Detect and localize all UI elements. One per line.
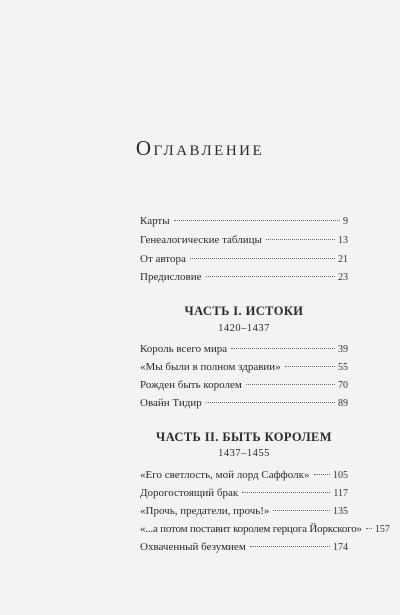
entry-page-number: 157	[374, 524, 390, 535]
dot-leader	[231, 348, 335, 349]
entry-page-number: 21	[338, 254, 348, 265]
toc-entry[interactable]	[140, 379, 348, 395]
toc-entry-author-note[interactable]	[140, 253, 348, 269]
dot-leader	[250, 546, 330, 547]
entry-page-number: 13	[338, 235, 348, 246]
entry-page-number: 174	[333, 542, 348, 553]
dot-leader	[366, 528, 372, 529]
toc-entry[interactable]	[140, 361, 348, 377]
dot-leader	[242, 492, 330, 493]
dot-leader	[174, 220, 340, 221]
entry-page-number: 39	[338, 344, 348, 355]
entry-label: Король всего мира	[140, 343, 228, 355]
entry-label: Охваченный безумием	[140, 541, 246, 553]
toc-entry[interactable]	[140, 541, 348, 557]
entry-page-number: 135	[333, 506, 348, 517]
toc-entry-genealogy[interactable]	[140, 234, 348, 250]
dot-leader	[206, 276, 336, 277]
part-2-years: 1437–1455	[218, 448, 270, 459]
entry-label: Генеалогические таблицы	[140, 234, 262, 246]
entry-label: Овайн Тидир	[140, 397, 202, 409]
toc-entry[interactable]	[140, 505, 348, 521]
entry-page-number: 9	[343, 216, 348, 227]
entry-page-number: 89	[338, 398, 348, 409]
dot-leader	[314, 474, 331, 475]
toc-entry-maps[interactable]	[140, 215, 348, 231]
part-1-heading: ЧАСТЬ I. ИСТОКИ	[184, 304, 304, 318]
entry-label: «...а потом поставит королем герцога Йоркского»	[140, 523, 362, 535]
entry-label: Рожден быть королем	[140, 379, 242, 391]
part-2-heading: ЧАСТЬ II. БЫТЬ КОРОЛЕМ	[156, 430, 332, 444]
toc-title: Оглавление	[135, 136, 265, 160]
toc-entry[interactable]	[140, 469, 348, 485]
entry-label: Предисловие	[140, 271, 202, 283]
toc-entry[interactable]	[140, 397, 348, 413]
toc-entry[interactable]	[140, 343, 348, 359]
entry-page-number: 105	[333, 470, 348, 481]
toc-entry[interactable]	[140, 487, 348, 503]
dot-leader	[246, 384, 335, 385]
toc-entry[interactable]	[140, 523, 390, 539]
entry-label: «Мы были в полном здравии»	[140, 361, 281, 373]
entry-page-number: 117	[333, 488, 348, 499]
entry-page-number: 23	[338, 272, 348, 283]
part-1-years: 1420–1437	[218, 323, 270, 334]
entry-label: «Его светлость, мой лорд Саффолк»	[140, 469, 310, 481]
entry-label: Дорогостоящий брак	[140, 487, 239, 499]
entry-page-number: 70	[338, 380, 348, 391]
entry-page-number: 55	[338, 362, 348, 373]
toc-entry-preface[interactable]	[140, 271, 348, 287]
dot-leader	[206, 402, 335, 403]
dot-leader	[190, 258, 335, 259]
dot-leader	[266, 239, 335, 240]
entry-label: Карты	[140, 215, 170, 227]
dot-leader	[285, 366, 335, 367]
entry-label: «Прочь, предатели, прочь!»	[140, 505, 270, 517]
dot-leader	[273, 510, 330, 511]
entry-label: От автора	[140, 253, 186, 265]
